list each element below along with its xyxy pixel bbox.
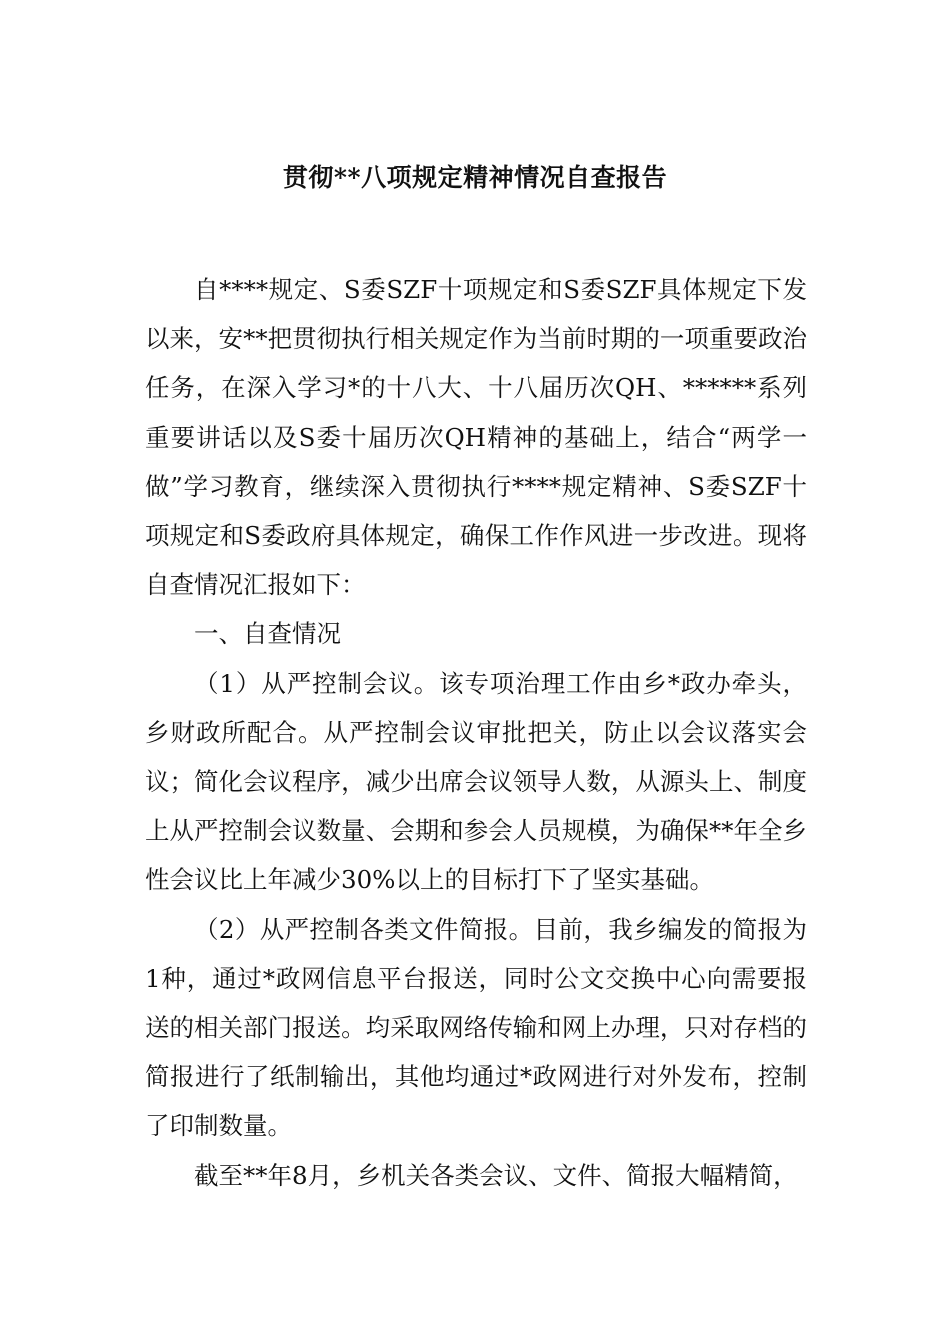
paragraph-summary: 截至**年8月，乡机关各类会议、文件、简报大幅精简，	[194, 1160, 798, 1190]
paragraph-intro: 自****规定、S委SZF十项规定和S委SZF具体规定下发以来，安**把贯彻执行相关规定作为当前时期的一项重要政治任务，在深入学习*的十八大、十八届历次QH、******系列重要讲话以及S委十届历次QH精神的基础上，结合“两学一做”学习教育，继续深入贯彻执行****规定精神、S委SZF十项规定和S委政府具体规定，确保工作作风进一步改进。现将自查情况汇报如下：	[145, 275, 807, 600]
document-body	[145, 265, 807, 1200]
document-title: 贯彻**八项规定精神情况自查报告	[282, 163, 668, 192]
paragraph-control-documents: （2）从严控制各类文件简报。目前，我乡编发的简报为1种，通过*政网信息平台报送，同时公文交换中心向需要报送的相关部门报送。均采取网络传输和网上办理，只对存档的简报进行了纸制输出，其他均通过*政网进行对外发布，控制了印制数量。	[145, 914, 807, 1141]
section-heading-self-check: 一、自查情况	[194, 619, 341, 649]
paragraph-control-meetings: （1）从严控制会议。该专项治理工作由乡*政办牵头，乡财政所配合。从严控制会议审批把关，防止以会议落实会议；简化会议程序，减少出席会议领导人数，从源头上、制度上从严控制会议数量、会期和参会人员规模，为确保**年全乡性会议比上年减少30%以上的目标打下了坚实基础。	[145, 668, 807, 895]
